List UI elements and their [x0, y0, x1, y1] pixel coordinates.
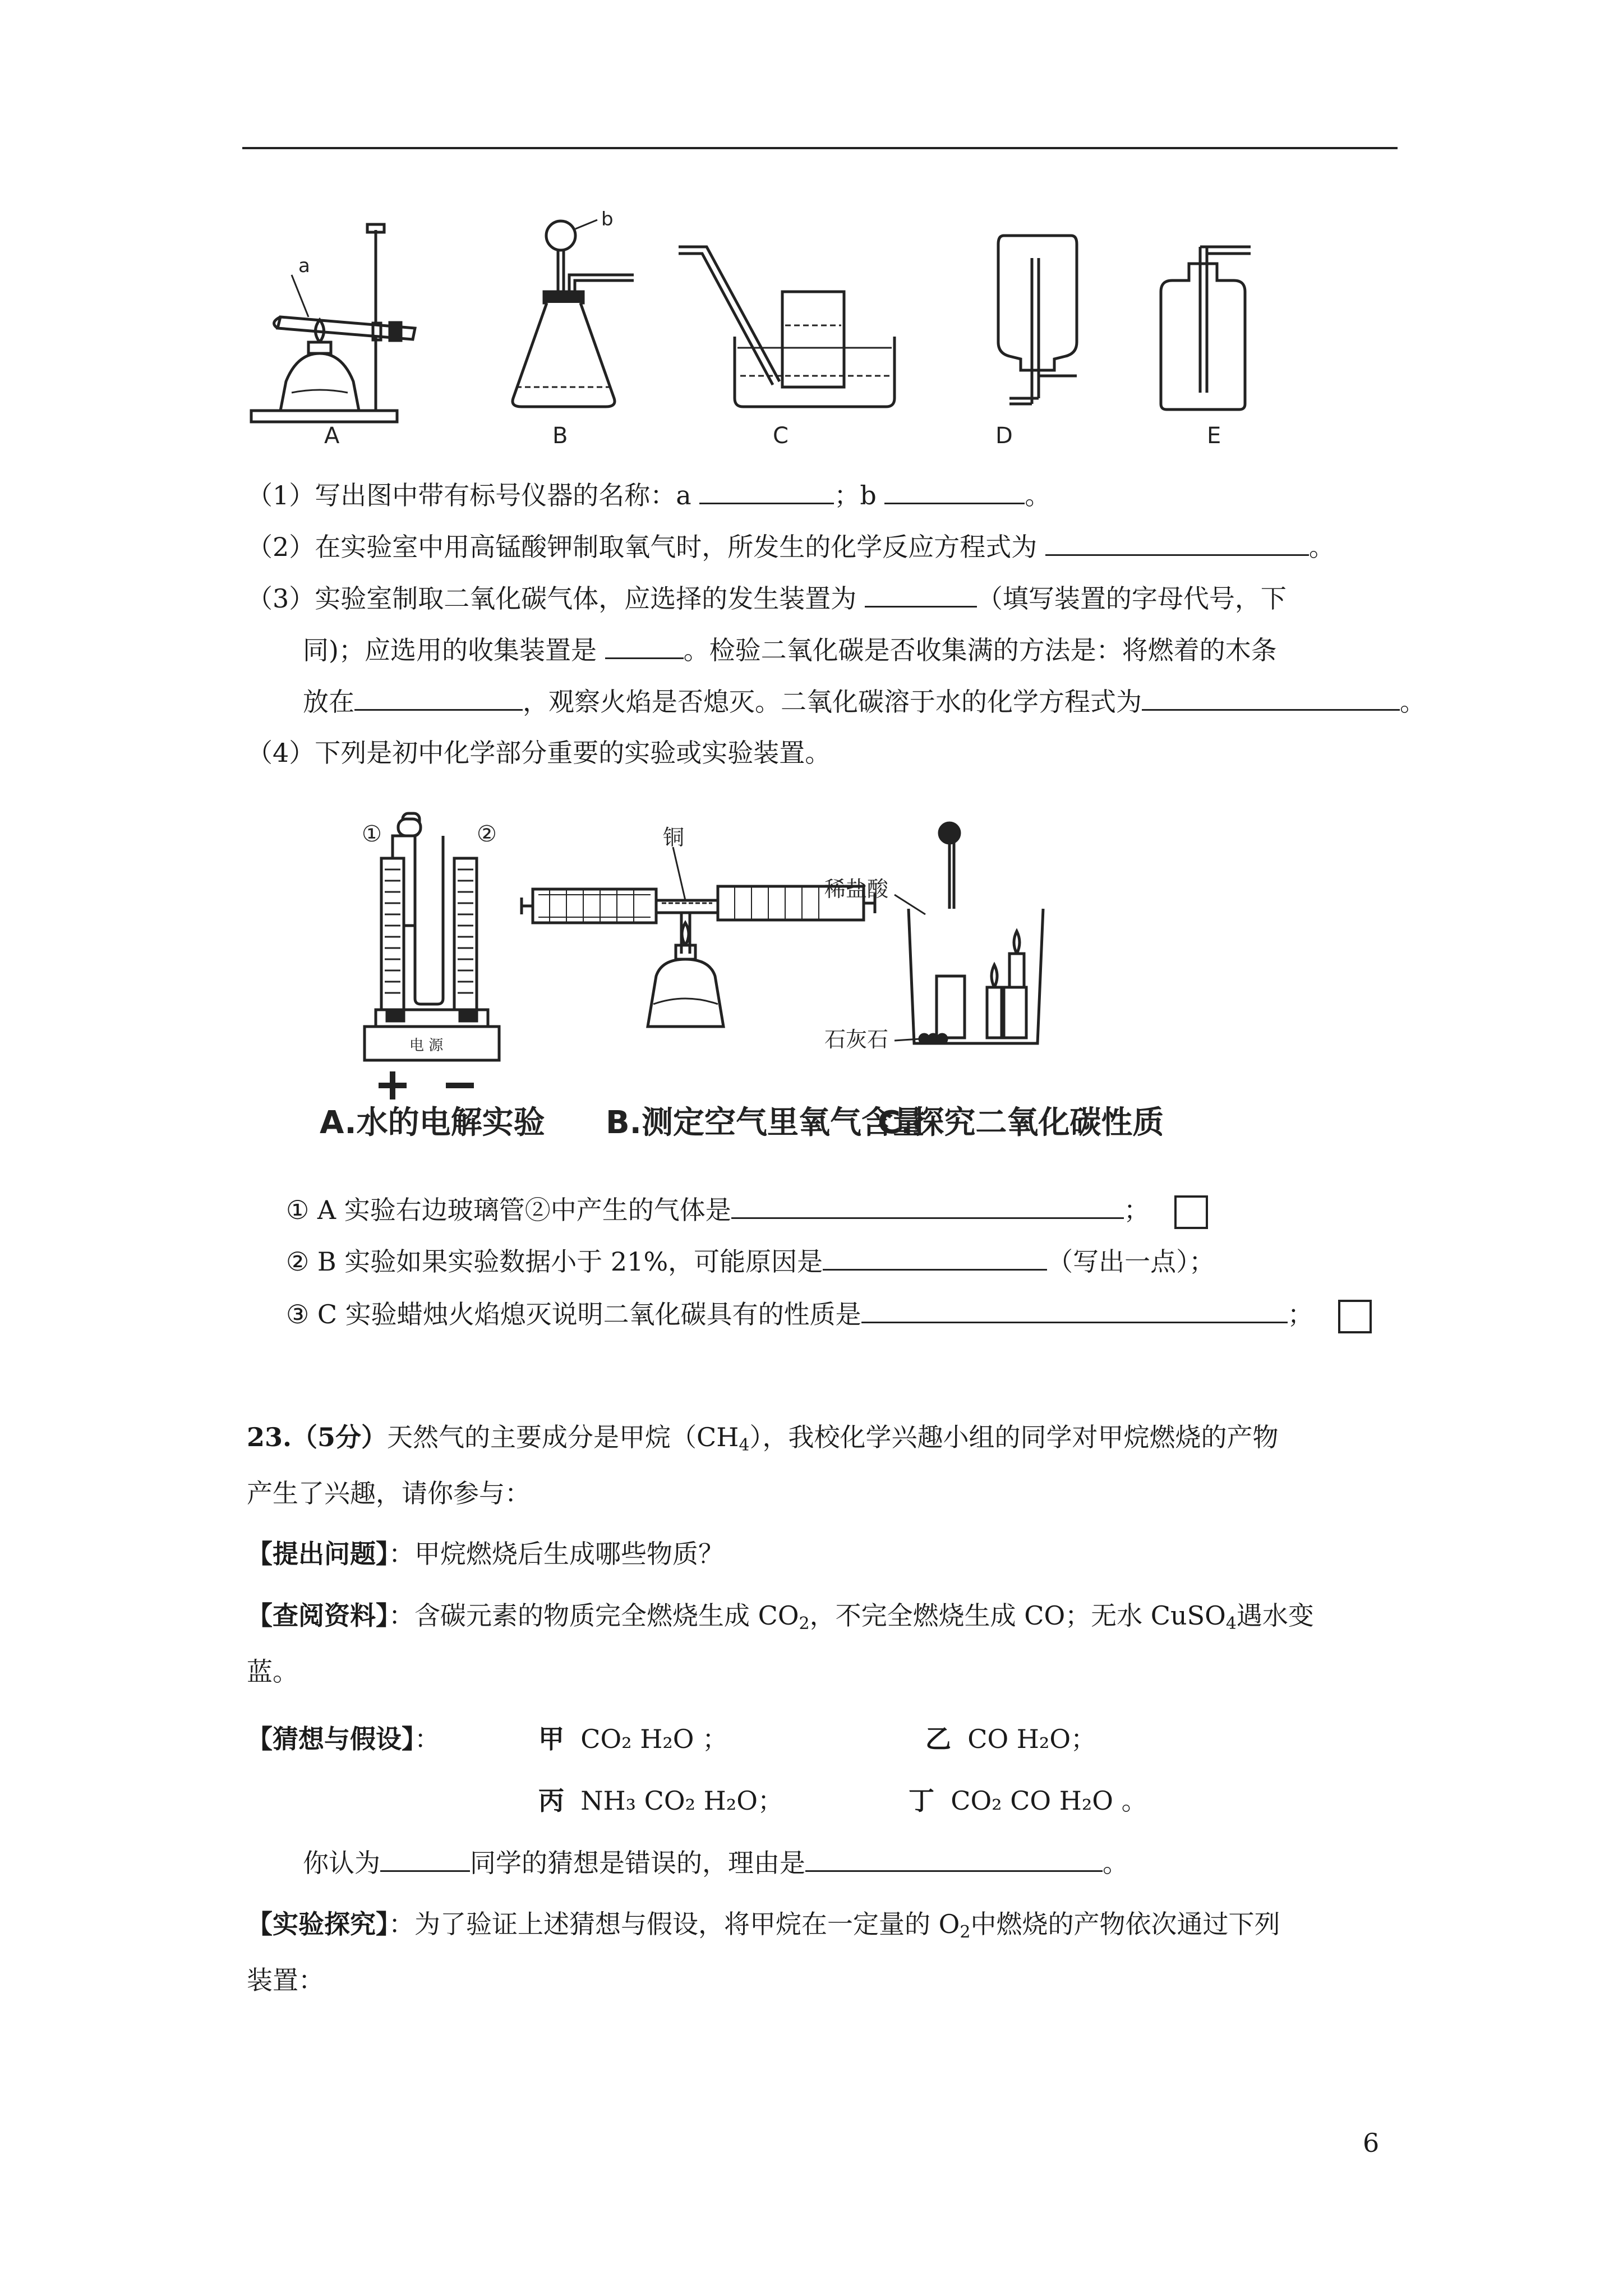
- copper-label: 铜: [663, 825, 685, 850]
- label-d: D: [995, 423, 1013, 449]
- apparatus-c-drawing: [679, 247, 895, 407]
- q23-hypothesis-1: 【猜想与假设】：: [247, 1724, 440, 1754]
- experiments-figure: [314, 808, 1164, 1144]
- q23-experiment-line-2: 装置：: [247, 1965, 324, 1995]
- answer-blank-co2-water[interactable]: [1142, 684, 1400, 711]
- sub-question-1: ① A 实验右边玻璃管②中产生的气体是 ；: [286, 1193, 1208, 1229]
- sub-question-2: ② B 实验如果实验数据小于 21%，可能原因是 （写出一点）；: [286, 1244, 1215, 1278]
- acid-label: 稀盐酸: [824, 877, 889, 901]
- apparatus-a-drawing: [251, 224, 415, 422]
- marker-a: a: [298, 255, 310, 277]
- q23-ask: 【提出问题】：甲烷燃烧后生成哪些物质？: [247, 1539, 724, 1569]
- score-box-1[interactable]: [1174, 1195, 1208, 1229]
- marker-b: b: [601, 208, 614, 231]
- q23-line-2: 产生了兴趣，请你参与：: [247, 1478, 531, 1508]
- answer-blank-reason[interactable]: [823, 1244, 1047, 1271]
- question-3-line-2: 同)；应选用的收集装置是 。检验二氧化碳是否收集满的方法是：将燃着的木条: [303, 633, 1277, 667]
- label-e: E: [1207, 423, 1221, 449]
- answer-blank-gas[interactable]: [731, 1193, 1124, 1219]
- answer-blank-generator[interactable]: [865, 581, 977, 608]
- answer-blank-property[interactable]: [861, 1297, 1288, 1323]
- hypothesis-jia: 甲 CO₂ H₂O ；: [538, 1724, 728, 1754]
- question-1: （1）写出图中带有标号仪器的名称：a ；b 。: [247, 478, 1050, 512]
- tube-label-2: ②: [477, 821, 497, 847]
- sub-question-3: ③ C 实验蜡烛火焰熄灭说明二氧化碳具有的性质是 ；: [286, 1297, 1372, 1333]
- question-4: （4）下列是初中化学部分重要的实验或实验装置。: [247, 738, 831, 768]
- answer-blank-equation[interactable]: [1045, 530, 1309, 556]
- question-2: （2）在实验室中用高锰酸钾制取氧气时，所发生的化学反应方程式为 。: [247, 530, 1335, 564]
- q23-experiment: 【实验探究】：为了验证上述猜想与假设，将甲烷在一定量的 $O_2$中燃烧的产物依次通过下列: [247, 1909, 1280, 1942]
- caption-b: B.测定空气里氧气含量: [606, 1105, 924, 1141]
- co2-property-drawing: [895, 823, 1043, 1043]
- question-3-line-1: （3）实验室制取二氧化碳气体，应选择的发生装置为 （填写装置的字母代号，下: [247, 581, 1287, 615]
- caption-a: A.水的电解实验: [320, 1105, 545, 1141]
- electrolysis-drawing: [365, 813, 499, 1099]
- hypothesis-ding: 丁 CO₂ CO H₂O 。: [909, 1786, 1147, 1816]
- caption-c: C.探究二氧化碳性质: [878, 1105, 1164, 1141]
- q23-ref-line-2: 蓝。: [247, 1657, 298, 1687]
- q23-think: 你认为 同学的猜想是错误的，理由是 。: [303, 1846, 1128, 1880]
- apparatus-e-drawing: [1161, 247, 1251, 409]
- page-number: 6: [1363, 2128, 1380, 2158]
- answer-blank-collector[interactable]: [605, 633, 684, 659]
- answer-blank-position[interactable]: [354, 684, 523, 711]
- header-rule: [242, 147, 1398, 149]
- q23-ref: 【查阅资料】：含碳元素的物质完全燃烧生成 $CO_2$，不完全燃烧生成 CO；无水 CuSO$_4$遇水变: [247, 1600, 1314, 1634]
- label-b: B: [552, 423, 568, 449]
- apparatus-d-drawing: [998, 236, 1077, 404]
- power-label: 电 源: [409, 1037, 444, 1054]
- label-c: C: [773, 423, 789, 449]
- apparatus-b-drawing: [513, 220, 634, 407]
- answer-blank-b[interactable]: [884, 478, 1025, 504]
- tube-label-1: ①: [362, 821, 382, 847]
- q23-line-1: 23.（5分）天然气的主要成分是甲烷$(CH_4)$，我校化学兴趣小组的同学对甲烷燃烧的产物: [247, 1422, 1279, 1455]
- answer-blank-student[interactable]: [380, 1846, 470, 1872]
- hypothesis-bing: 丙 NH₃ CO₂ H₂O；: [538, 1786, 783, 1816]
- apparatus-figure: [247, 208, 1312, 454]
- label-a: A: [324, 423, 340, 449]
- limestone-label: 石灰石: [824, 1027, 889, 1052]
- hypothesis-yi: 乙 CO H₂O；: [925, 1724, 1097, 1754]
- answer-blank-why[interactable]: [805, 1846, 1103, 1872]
- oxygen-content-drawing: [522, 847, 875, 1027]
- question-3-line-3: 放在 ，观察火焰是否熄灭。二氧化碳溶于水的化学方程式为 。: [303, 684, 1426, 719]
- answer-blank-a[interactable]: [699, 478, 834, 504]
- score-box-2[interactable]: [1338, 1300, 1372, 1333]
